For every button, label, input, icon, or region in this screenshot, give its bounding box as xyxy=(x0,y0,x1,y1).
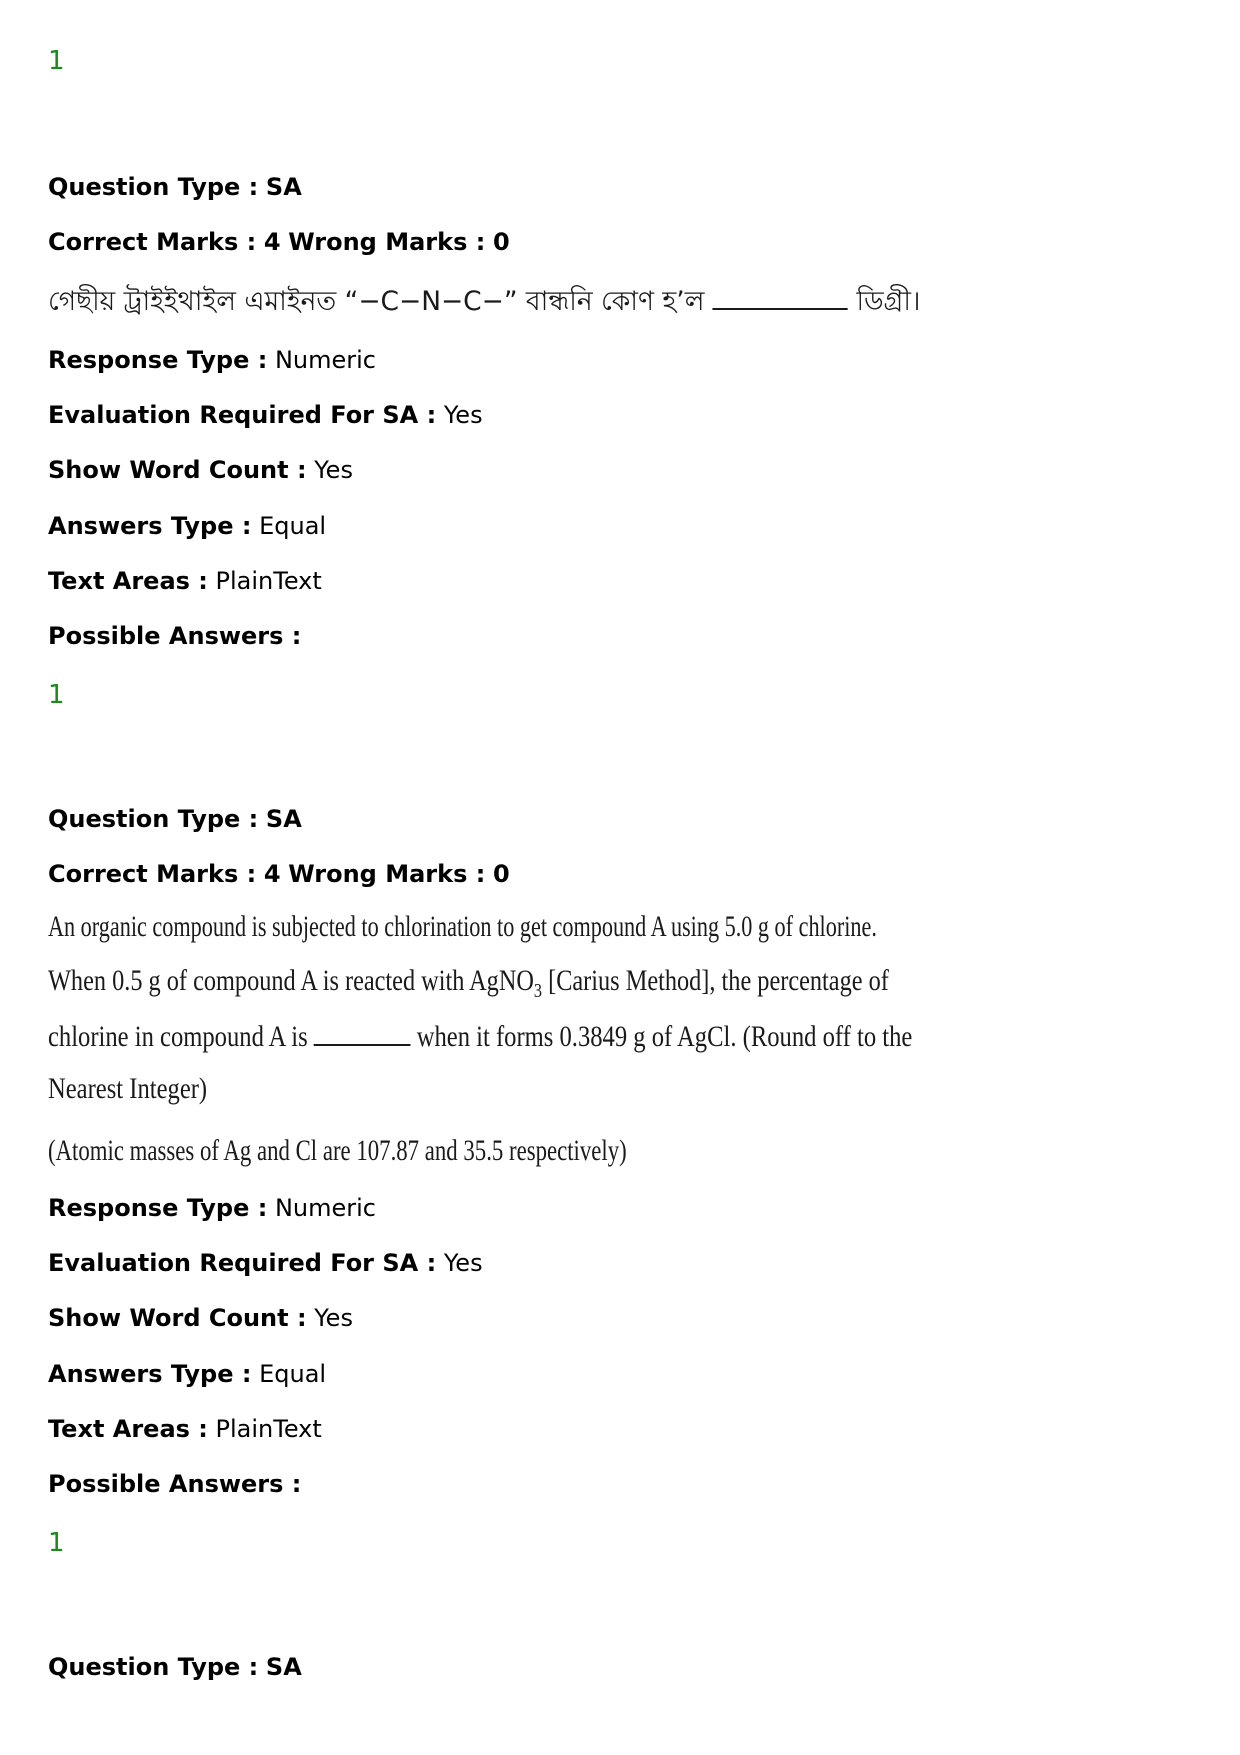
question-text-line-4: Nearest Integer) xyxy=(48,1072,208,1105)
wrong-marks-label: Wrong Marks : xyxy=(288,228,486,256)
possible-answers-row xyxy=(48,621,301,651)
question-text-line-3 xyxy=(48,1018,912,1054)
question-type-row xyxy=(48,172,302,202)
word-count-row xyxy=(48,455,353,485)
question-text-before: গেছীয় ট্ৰাইইথাইল এমাইনত “−C−N−C−” বান্ধনি কোণ হ’ল xyxy=(48,286,705,317)
response-type-value: Numeric xyxy=(274,346,376,374)
possible-answer: 1 xyxy=(48,1528,65,1558)
response-type-row xyxy=(48,345,376,375)
evaluation-row xyxy=(48,1248,483,1278)
question-text-line-3-start: chlorine in compound A is xyxy=(48,1020,308,1053)
possible-answer: 1 xyxy=(48,680,65,710)
answer-blank xyxy=(314,1018,411,1046)
correct-marks-label: Correct Marks : xyxy=(48,860,257,888)
question-text-line-3-end: when it forms 0.3849 g of AgCl. (Round off to the xyxy=(416,1020,913,1053)
question-type-label: Question Type : xyxy=(48,173,259,201)
correct-marks-value: 4 xyxy=(263,228,281,256)
marks-row xyxy=(48,859,510,889)
question-text-line-2 xyxy=(48,964,889,1003)
question-text xyxy=(48,281,920,326)
answers-type-label: Answers Type : xyxy=(48,512,252,540)
evaluation-value: Yes xyxy=(443,1249,483,1277)
question-type-value: SA xyxy=(265,1653,302,1681)
wrong-marks-value: 0 xyxy=(492,860,510,888)
response-type-row xyxy=(48,1193,376,1223)
text-areas-value: PlainText xyxy=(215,567,322,595)
correct-marks-label: Correct Marks : xyxy=(48,228,257,256)
answer-blank xyxy=(713,282,848,310)
correct-marks-value: 4 xyxy=(263,860,281,888)
response-type-label: Response Type : xyxy=(48,1194,268,1222)
question-text-line-5: (Atomic masses of Ag and Cl are 107.87 and 35.5 respectively) xyxy=(48,1134,627,1167)
response-type-label: Response Type : xyxy=(48,346,268,374)
answers-type-row xyxy=(48,1359,326,1389)
evaluation-value: Yes xyxy=(443,401,483,429)
question-text-line-2-end: [Carius Method], the percentage of xyxy=(542,964,889,997)
word-count-value: Yes xyxy=(314,456,353,484)
answers-type-row xyxy=(48,511,326,541)
response-type-value: Numeric xyxy=(274,1194,376,1222)
possible-answers-label: Possible Answers : xyxy=(48,622,302,650)
marks-row xyxy=(48,227,510,257)
previous-possible-answer: 1 xyxy=(48,46,65,76)
wrong-marks-label: Wrong Marks : xyxy=(288,860,486,888)
question-type-value: SA xyxy=(265,173,302,201)
evaluation-label: Evaluation Required For SA : xyxy=(48,1249,437,1277)
subscript-three: 3 xyxy=(533,980,543,1002)
possible-answers-label: Possible Answers : xyxy=(48,1470,302,1498)
text-areas-label: Text Areas : xyxy=(48,567,208,595)
question-text-line-1: An organic compound is subjected to chlorination to get compound A using 5.0 g of chlorine. xyxy=(48,910,877,943)
word-count-row xyxy=(48,1303,353,1333)
word-count-value: Yes xyxy=(314,1304,353,1332)
question-text-after: ডিগ্ৰী। xyxy=(856,286,921,317)
answers-type-label: Answers Type : xyxy=(48,1360,252,1388)
question-type-row xyxy=(48,804,302,834)
text-areas-row xyxy=(48,1414,322,1444)
text-areas-value: PlainText xyxy=(215,1415,322,1443)
question-type-value: SA xyxy=(265,805,302,833)
word-count-label: Show Word Count : xyxy=(48,456,307,484)
wrong-marks-value: 0 xyxy=(492,228,510,256)
answers-type-value: Equal xyxy=(259,512,327,540)
evaluation-row xyxy=(48,400,483,430)
text-areas-row xyxy=(48,566,322,596)
answers-type-value: Equal xyxy=(259,1360,327,1388)
question-type-row xyxy=(48,1652,302,1682)
possible-answers-row xyxy=(48,1469,301,1499)
question-type-label: Question Type : xyxy=(48,1653,259,1681)
question-text-line-2-start: When 0.5 g of compound A is reacted with AgNO xyxy=(48,964,534,997)
evaluation-label: Evaluation Required For SA : xyxy=(48,401,437,429)
question-type-label: Question Type : xyxy=(48,805,259,833)
word-count-label: Show Word Count : xyxy=(48,1304,307,1332)
text-areas-label: Text Areas : xyxy=(48,1415,208,1443)
